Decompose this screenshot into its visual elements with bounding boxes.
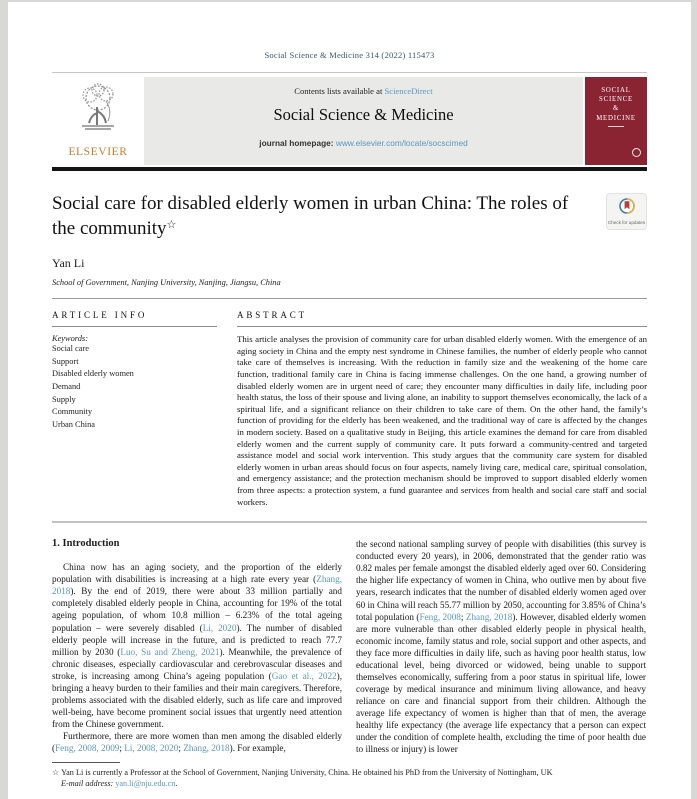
body-text: Furthermore, there are more women than men among the disabled elderly ( (52, 730, 342, 753)
intro-right-column (356, 538, 646, 760)
body-text: ). By the end of 2019, there were about 33 million partially and completely disabled elderly people in China, accounting for 19% of the total ageing population, of whom 10.8 million – 6.23% of the total ageing population – were severely disabled ( (52, 586, 342, 633)
masthead-center (144, 77, 583, 165)
journal-title: Social Science & Medicine (273, 105, 454, 124)
email-label: E-mail address: (61, 779, 114, 788)
email-suffix: . (175, 779, 178, 788)
intro-paragraph-2 (52, 730, 342, 754)
elsevier-wordmark: ELSEVIER (68, 146, 128, 158)
body-text: China now has an aging society, and the proportion of the elderly population with disabilities is increasing at a high rate every year ( (52, 562, 342, 585)
check-for-updates-badge[interactable] (606, 193, 647, 230)
keywords-label: Keywords: (52, 334, 88, 344)
footnote-block (52, 762, 647, 788)
introduction-heading: 1. Introduction (52, 538, 120, 550)
citation-link[interactable]: Feng, 2008, 2009 (55, 743, 120, 753)
sciencedirect-link[interactable]: ScienceDirect (384, 86, 433, 96)
keyword-item: Disabled elderly women (52, 369, 134, 379)
journal-masthead (52, 77, 647, 165)
elsevier-tree-icon (70, 81, 126, 144)
homepage-prefix: journal homepage: (259, 138, 336, 148)
check-updates-label: Check for updates (607, 219, 646, 225)
cover-seal-icon (632, 148, 641, 157)
citation-link[interactable]: Li, 2008, 2020 (124, 743, 179, 753)
contents-line (144, 86, 583, 96)
body-text: ; (119, 743, 125, 753)
abstract-text: This article analyses the provision of community care for urban disabled elderly women. With the emergence of an aging society in China and the empty nest syndrome in Chinese families, the number of elderly people who cannot take care of themselves is increasing. With the reduction in family size and the weakening of the home care function, traditional family care in China is facing immense challenges. On the one hand, a growing number of disabled elderly women are in urgent need of care; they encounter many difficulties in daily life, including poor health status, the loss of their spouse and living alone, an inability to support themselves economically, the lack of a spiritual life, and a significant reliance on their children to take care of them. On the other hand, the family’s function of providing for the elderly has been weakened, and the traditional way of care is affected by the changes in modern society. Based on a qualitative study in Beijing, this article examines the demand for care from disabled elderly women and the current supply of community care. It puts forward a community-centred and targeted assistance model and social work intervention. This study argues that the community care system for disabled elderly women in urban areas should focus on four aspects, namely living care, medical care, spiritual consolation, and emergency assistance; and the protection mechanism should be improved to support disabled elderly women from three aspects: a protection system, a fund guarantee and services from health and social care staff and social workers. (237, 334, 647, 507)
citation-link[interactable]: Li, 2020 (202, 622, 237, 633)
citation-link[interactable]: Zhang, 2018 (183, 743, 230, 753)
abstract-end-rule (52, 521, 647, 523)
body-text: ). For example, (229, 743, 286, 753)
body-text: ). The number of disabled elderly people will increase in the future, and is predicted to reach 77.7 million by 2030 ( (52, 622, 343, 657)
top-divider (52, 72, 647, 73)
keyword-item: Demand (52, 381, 81, 391)
title-footnote-mark: ☆ (166, 219, 177, 232)
journal-cover-thumbnail[interactable] (585, 77, 647, 165)
body-text: ), bringing a heavy burden to their families and their main caregivers. Therefore, problems associated with the disabled elderly, such as life care and improved well-being, have become prominent social issues that urgently need attention from the Chinese government. (52, 670, 342, 729)
intro-left-column (52, 538, 342, 760)
body-text: ; (178, 743, 184, 753)
footnote-rule (52, 762, 120, 763)
keyword-item: Community (52, 407, 93, 417)
abstract-column (237, 299, 647, 508)
footnote-text: ☆ Yan Li is currently a Professor at the School of Government, Nanjing University, China. He obtained his PhD from the University of Nottingham, UK (52, 768, 553, 777)
citation-link[interactable]: Luo, Su and Zheng, 2021 (120, 646, 220, 657)
cover-rule (608, 126, 624, 127)
body-text: ). However, disabled elderly women are more vulnerable than other disabled elderly people in physical health, economic income, family status and role, social support and other aspects, and they face more difficulties in daily life, such as having poor health status, low educational level, being divorced or widowed, being unable to support themselves economically, suffering from a poor status in spiritual life, lower coverage by medical insurance and minimum living allowance, and heavy reliance on care and financial support from their children. Although the average life expectancy of women is higher than that of men, the average healthy life expectancy (the average life expectancy that a person can expect under the condition of complete health, excluding the time of poor health due to illness or injury) is lower (356, 611, 647, 755)
intro-paragraph-1 (52, 561, 342, 730)
abstract-rule (237, 326, 647, 327)
cover-title (585, 86, 647, 123)
contents-prefix: Contents lists available at (294, 86, 385, 96)
citation-link[interactable]: Zhang, 2018 (465, 611, 513, 622)
check-updates-icon (619, 198, 635, 219)
cover-title-line: SCIENCE (599, 96, 633, 104)
author-name: Yan Li (52, 256, 85, 271)
cover-title-line: MEDICINE (596, 114, 636, 122)
footnote-email-line (61, 779, 647, 788)
journal-reference: Social Science & Medicine 314 (2022) 115473 (264, 50, 435, 60)
article-info-heading: ARTICLE INFO (52, 310, 148, 321)
paper-page (8, 2, 691, 799)
masthead-black-rule (52, 167, 647, 171)
article-title-text: Social care for disabled elderly women in urban China: The roles of the community (52, 193, 569, 240)
body-text: ; (460, 611, 466, 622)
citation-link[interactable]: Feng, 2008 (419, 611, 461, 622)
body-text: the second national sampling survey of people with disabilities (this survey is conducted every 20 years), in 2006, demonstrated that the gender ratio was 0.82 males per female amongst the disabled elderly aged over 60. Considering the higher life expectancy of women in China, who outlive men by about five years, research indicates that the number of disabled elderly women aged over 60 in China will reach 55.77 million by 2050, accounting for 3.85% of China’s total population ( (356, 539, 646, 622)
body-text: ). Meanwhile, the prevalence of chronic diseases, especially cardiovascular and cerebrovascular diseases and stroke, is increasing among China’s ageing population ( (52, 646, 342, 681)
cover-title-line: SOCIAL (601, 87, 631, 94)
citation-link[interactable]: Gao et al., 2022 (271, 670, 337, 681)
intro-paragraph-3 (356, 538, 646, 755)
keyword-item: Supply (52, 394, 76, 404)
keyword-item: Urban China (52, 419, 96, 429)
keywords-list (52, 343, 217, 431)
homepage-line (144, 138, 583, 148)
homepage-link[interactable]: www.elsevier.com/locate/socscimed (335, 138, 468, 148)
email-link[interactable]: yan.li@nju.edu.cn (115, 779, 176, 788)
keyword-item: Social care (52, 344, 89, 354)
article-info-column (52, 299, 217, 508)
cover-title-line: & (612, 105, 620, 113)
author-affiliation: School of Government, Nanjing University, Nanjing, Jiangsu, China (52, 278, 281, 288)
article-info-rule (52, 326, 217, 327)
article-title (52, 191, 577, 241)
abstract-heading: ABSTRACT (237, 310, 308, 321)
elsevier-logo[interactable] (52, 77, 144, 165)
citation-link[interactable]: Zhang, 2018 (52, 574, 342, 597)
keyword-item: Support (52, 356, 79, 366)
